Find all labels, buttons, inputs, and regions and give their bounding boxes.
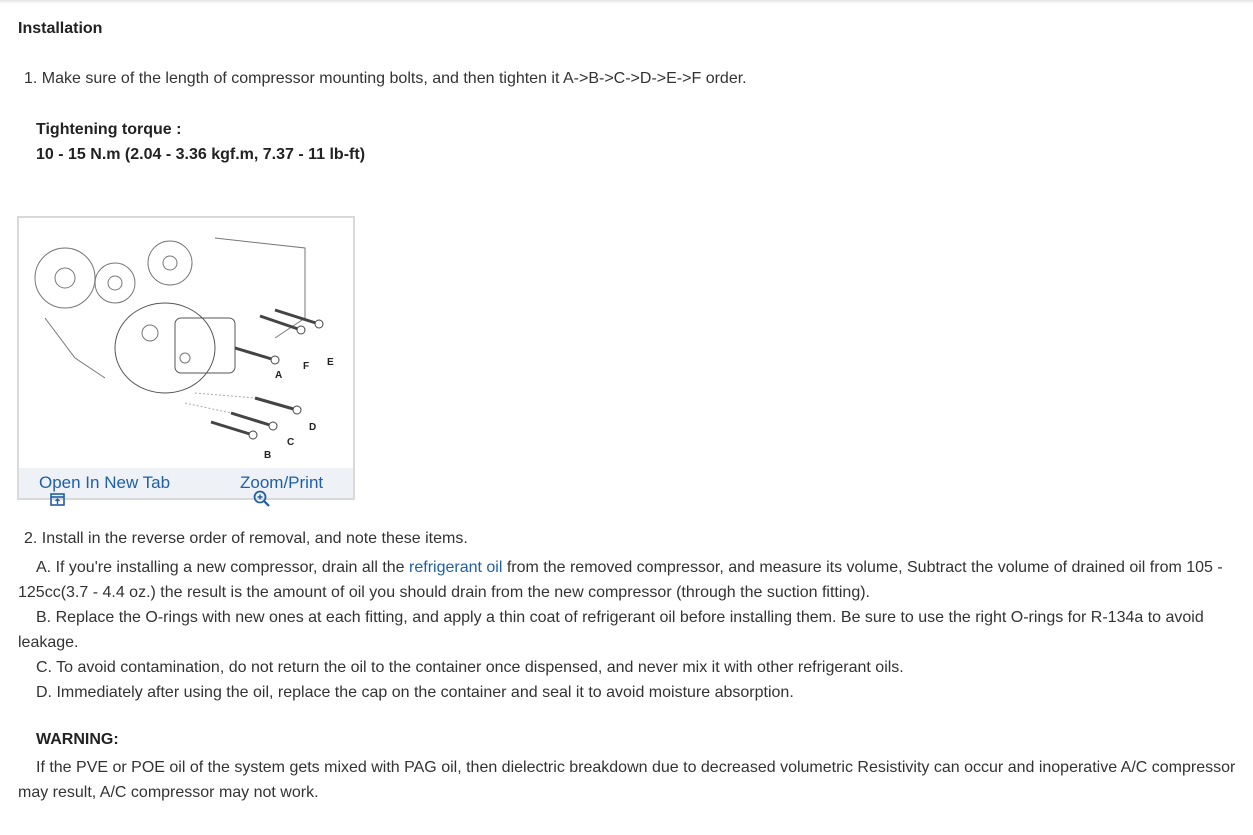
label-c: C — [287, 437, 295, 448]
label-d: D — [309, 422, 317, 433]
figure-compressor-bolts — [17, 216, 355, 500]
item-a-text-cont: from the removed compressor, and measure its volume, Subtract the volume of drained oil from 105 - 125cc(3.7 - 4.4 oz.) the result is the amount of oil you should drain from the new compressor (through the suction fitting). — [18, 559, 1223, 601]
open-in-new-tab-link[interactable] — [34, 473, 170, 493]
open-in-new-tab-label: Open In New Tab — [39, 473, 171, 492]
item-b: B. Replace the O-rings with new ones at each fitting, and apply a thin coat of refrigerant oil before installing them. Be sure to use the right O-rings for R-134a to avoid leakage. — [18, 609, 1204, 651]
step-1: 1. Make sure of the length of compressor mounting bolts, and then tighten it A->B->C->D->E->F order. — [24, 70, 747, 87]
refrigerant-oil-link[interactable]: refrigerant oil — [409, 559, 503, 576]
label-e: E — [327, 357, 334, 368]
item-a-text: A. If you're installing a new compressor, drain all the — [36, 559, 410, 576]
item-a — [18, 555, 1248, 605]
zoom-print-label: Zoom/Print — [240, 473, 324, 492]
zoom-print-link[interactable] — [237, 470, 323, 493]
figure-toolbar — [19, 468, 353, 498]
section-title: Installation — [18, 20, 103, 37]
warning-text: If the PVE or POE oil of the system gets mixed with PAG oil, then dielectric breakdown due to decreased volumetric Resistivity can occur and inoperative A/C compressor may result, A/C compressor may not work. — [18, 759, 1236, 801]
warning-label: WARNING: — [36, 731, 119, 748]
item-d: D. Immediately after using the oil, replace the cap on the container and seal it to avoid moisture absorption. — [36, 684, 794, 701]
step-2: 2. Install in the reverse order of removal, and note these items. — [24, 530, 468, 547]
label-b: B — [264, 450, 272, 461]
compressor-diagram — [35, 238, 345, 461]
torque-value: 10 - 15 N.m (2.04 - 3.36 kgf.m, 7.37 - 11 lb-ft) — [36, 146, 366, 163]
label-a: A — [275, 370, 283, 381]
item-c: C. To avoid contamination, do not return the oil to the container once dispensed, and never mix it with other refrigerant oils. — [36, 659, 904, 676]
label-f: F — [303, 361, 310, 372]
torque-label: Tightening torque : — [36, 121, 182, 138]
top-shadow — [0, 0, 1253, 4]
